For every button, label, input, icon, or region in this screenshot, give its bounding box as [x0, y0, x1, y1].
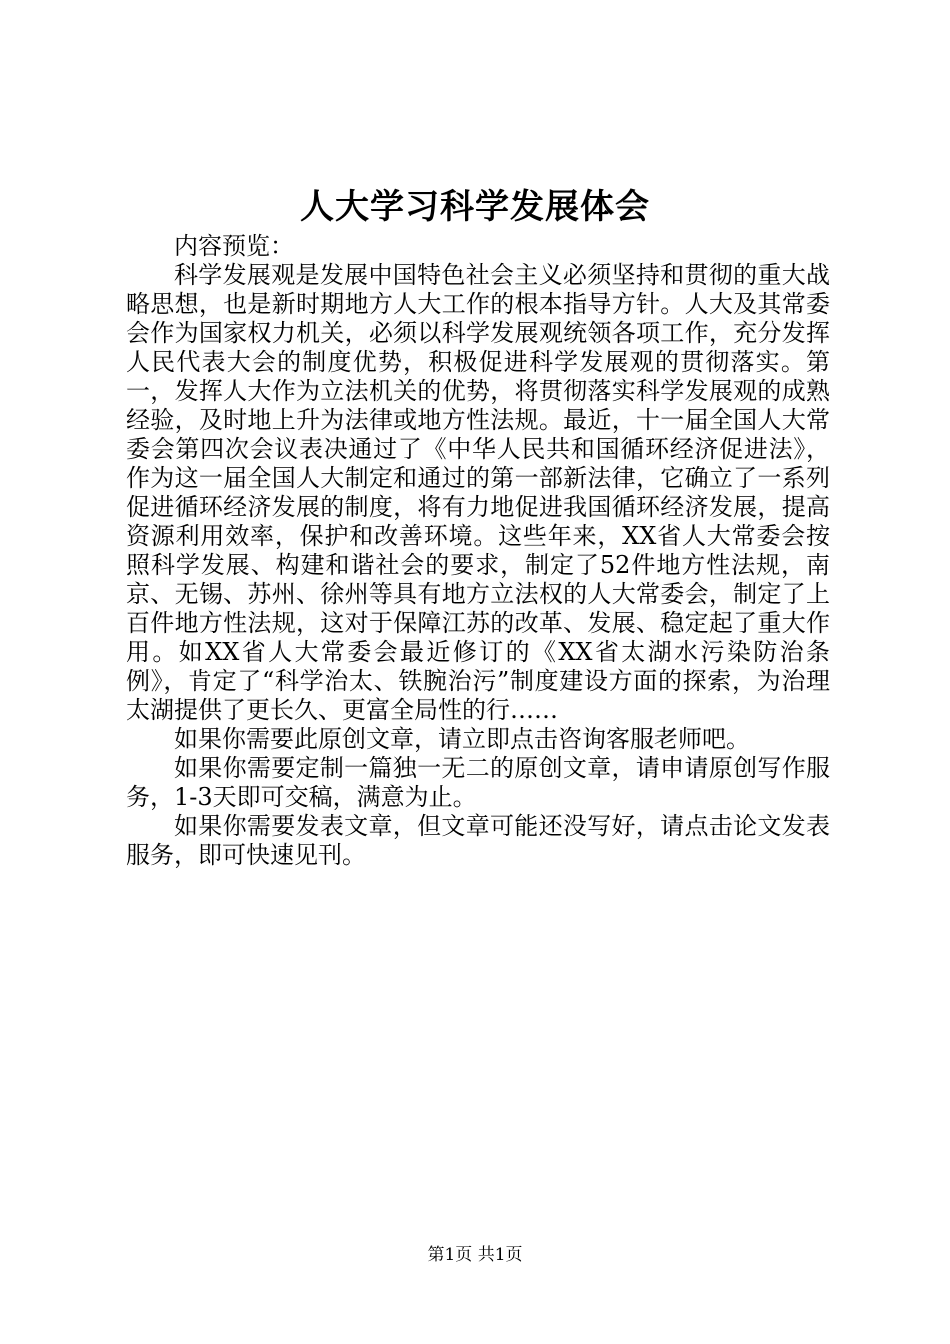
- notice-publishing-service: 如果你需要发表文章，但文章可能还没写好，请点击论文发表服务，即可快速见刊。: [126, 812, 830, 869]
- document-title: 人大学习科学发展体会: [300, 187, 650, 227]
- preview-label: 内容预览：: [174, 232, 294, 260]
- page-number: 第1页 共1页: [427, 1245, 523, 1265]
- document-content: [126, 232, 830, 870]
- notice-custom-writing: 如果你需要定制一篇独一无二的原创文章，请申请原创写作服务，1-3天即可交稿，满意为止。: [126, 754, 830, 811]
- body-paragraph: 科学发展观是发展中国特色社会主义必须坚持和贯彻的重大战略思想，也是新时期地方人大工作的根本指导方针。人大及其常委会作为国家权力机关，必须以科学发展观统领各项工作，充分发挥人民代表大会的制度优势，积极促进科学发展观的贯彻落实。第一，发挥人大作为立法机关的优势，将贯彻落实科学发展观的成熟经验，及时地上升为法律或地方性法规。最近，十一届全国人大常委会第四次会议表决通过了《中华人民共和国循环经济促进法》，作为这一届全国人大制定和通过的第一部新法律，它确立了一系列促进循环经济发展的制度，将有力地促进我国循环经济发展，提高资源利用效率，保护和改善环境。这些年来，XX省人大常委会按照科学发展、构建和谐社会的要求，制定了52件地方性法规，南京、无锡、苏州、徐州等具有地方立法权的人大常委会，制定了上百件地方性法规，这对于保障江苏的改革、发展、稳定起了重大作用。如XX省人大常委会最近修订的《XX省太湖水污染防治条例》，肯定了“科学治太、铁腕治污”制度建设方面的探索，为治理太湖提供了更长久、更富全局性的行……: [126, 261, 830, 724]
- page-footer: [0, 1244, 950, 1266]
- notice-original-article: 如果你需要此原创文章，请立即点击咨询客服老师吧。: [174, 725, 750, 753]
